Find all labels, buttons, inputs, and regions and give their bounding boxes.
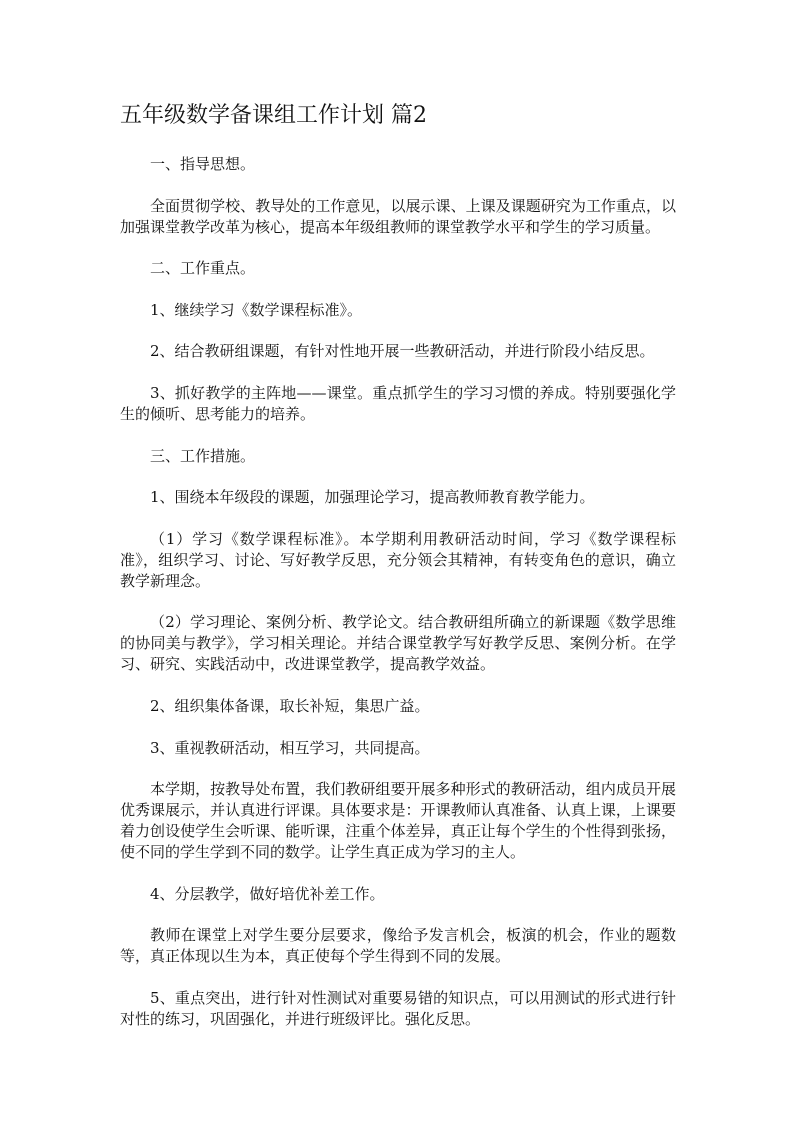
section-heading-guiding-thought: 一、指导思想。 — [150, 155, 256, 173]
paragraph: 2、结合教研组课题，有针对性地开展一些教研活动，并进行阶段小结反思。 — [150, 342, 655, 361]
paragraph: 1、围绕本年级段的课题，加强理论学习，提高教师教育教学能力。 — [150, 488, 595, 507]
paragraph: 2、组织集体备课，取长补短，集思广益。 — [150, 696, 430, 715]
section-heading-work-focus: 二、工作重点。 — [150, 259, 256, 278]
paragraph: 本学期，按教导处布置，我们教研组要开展多种形式的教研活动，组内成员开展优秀课展示，并认真进行评课。具体要求是：开课教师认真准备、认真上课，上课要着力创设使学生会听课、能听课，注重个体差异，真正让每个学生的个性得到张扬，使不同的学生学到不同的数学。让学生真正成为学习的主人。 — [120, 780, 676, 862]
document-body — [120, 154, 676, 1051]
paragraph: 4、分层教学，做好培优补差工作。 — [150, 884, 385, 903]
document-title: 五年级数学备课组工作计划 篇2 — [120, 103, 427, 128]
paragraph: 5、重点突出，进行针对性测试对重要易错的知识点，可以用测试的形式进行针对性的练习，巩固强化，并进行班级评比。强化反思。 — [120, 988, 676, 1028]
section-heading-work-measures: 三、工作措施。 — [150, 446, 256, 465]
paragraph: （1）学习《数学课程标准》。本学期利用教研活动时间，学习《数学课程标准》，组织学习、讨论、写好教学反思，充分领会其精神，有转变角色的意识，确立教学新理念。 — [120, 529, 676, 590]
paragraph: （2）学习理论、案例分析、教学论文。结合教研组所确立的新课题《数学思维的协同美与教学》，学习相关理论。并结合课堂教学写好教学反思、案例分析。在学习、研究、实践活动中，改进课堂教学，提高教学效益。 — [120, 613, 676, 674]
paragraph: 3、抓好教学的主阵地——课堂。重点抓学生的学习习惯的养成。特别要强化学生的倾听、思考能力的培养。 — [120, 383, 676, 423]
paragraph: 1、继续学习《数学课程标准》。 — [150, 300, 363, 319]
paragraph: 教师在课堂上对学生要分层要求，像给予发言机会，板演的机会，作业的题数等，真正体现以生为本，真正使每个学生得到不同的发展。 — [120, 926, 676, 966]
paragraph: 3、重视教研活动，相互学习，共同提高。 — [150, 738, 430, 757]
paragraph: 全面贯彻学校、教导处的工作意见，以展示课、上课及课题研究为工作重点，以加强课堂教学改革为核心，提高本年级组教师的课堂教学水平和学生的学习质量。 — [120, 196, 676, 236]
